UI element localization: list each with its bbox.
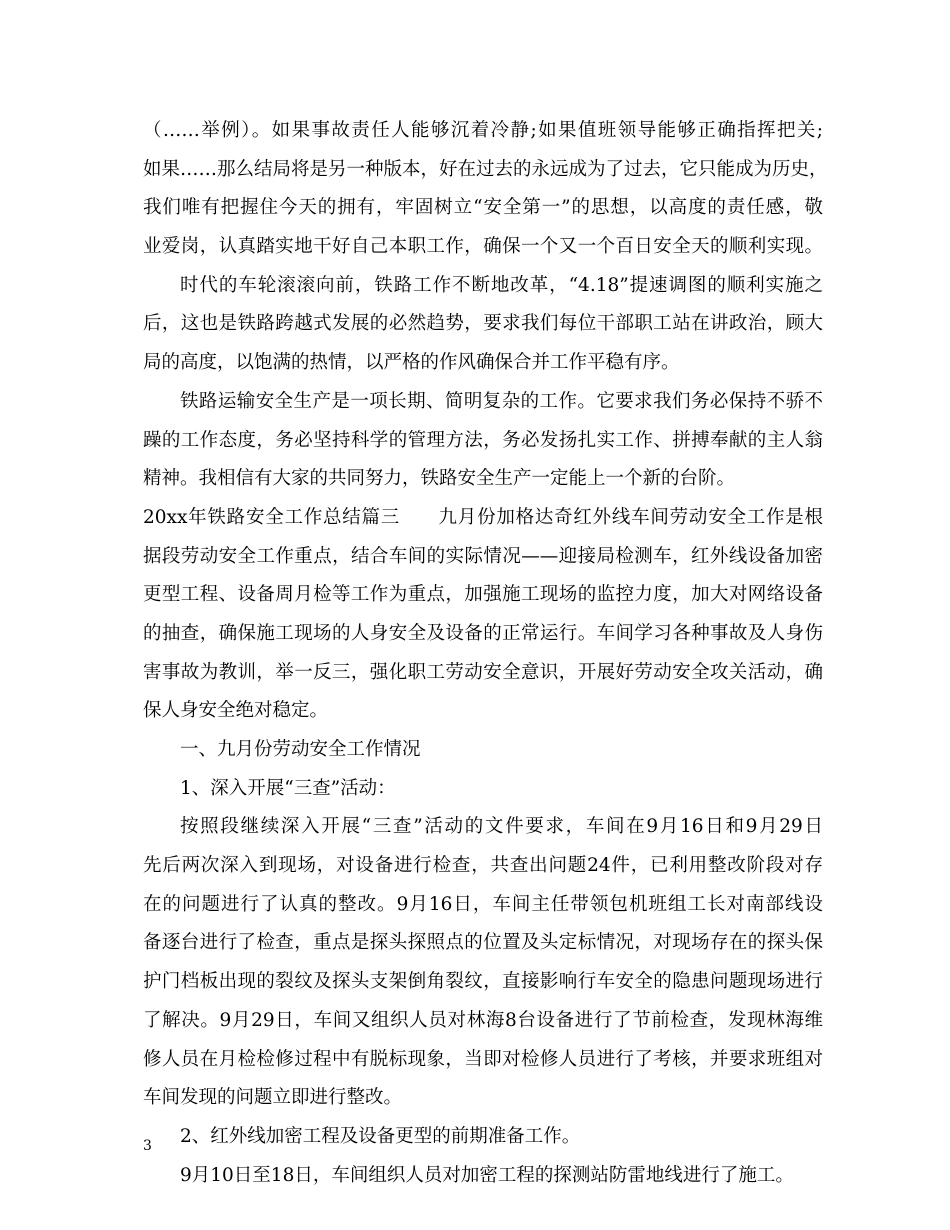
text-line: 精神。我相信有大家的共同努力，铁路安全生产一定能上一个新的台阶。 [143, 468, 736, 490]
text-line: 业爱岗，认真踏实地干好自己本职工作，确保一个又一个百日安全天的顺利实现。 [143, 236, 823, 258]
text-line: 保人身安全绝对稳定。 [143, 700, 329, 722]
text-line: 时代的车轮滚滚向前，铁路工作不断地改革，“4.18”提速调图的顺利实施之 [180, 274, 823, 296]
text-line: 更型工程、设备周月检等工作为重点，加强施工现场的监控力度，加大对网络设备 [143, 584, 823, 606]
text-line: 9月10日至18日，车间组织人员对加密工程的探测站防雷地线进行了施工。 [180, 1164, 794, 1186]
text-line: 先后两次深入到现场，对设备进行检查，共查出问题24件，已利用整改阶段对存 [143, 855, 823, 877]
text-line: 我们唯有把握住今天的拥有，牢固树立“安全第一”的思想，以高度的责任感，敬 [143, 197, 823, 219]
subsection-heading: 2、红外线加密工程及设备更型的前期准备工作。 [180, 1125, 581, 1147]
text-line: 20xx年铁路安全工作总结篇三 九月份加格达奇红外线车间劳动安全工作是根 [143, 506, 823, 528]
text-line: 了解决。9月29日，车间又组织人员对林海8台设备进行了节前检查，发现林海维 [143, 1009, 823, 1031]
text-line: 躁的工作态度，务必坚持科学的管理方法，务必发扬扎实工作、拼搏奉献的主人翁 [143, 429, 823, 451]
text-line: 车间发现的问题立即进行整改。 [143, 1087, 403, 1109]
section-heading: 一、九月份劳动安全工作情况 [180, 739, 421, 760]
text-line: 按照段继续深入开展“三查”活动的文件要求，车间在9月16日和9月29日 [180, 816, 823, 838]
text-line: 如果……那么结局将是另一种版本，好在过去的永远成为了过去，它只能成为历史， [143, 158, 828, 180]
text-line: 在的问题进行了认真的整改。9月16日，车间主任带领包机班组工长对南部线设 [143, 893, 823, 915]
text-line: 后，这也是铁路跨越式发展的必然趋势，要求我们每位干部职工站在讲政治，顾大 [143, 313, 823, 335]
text-line: 备逐台进行了检查，重点是探头探照点的位置及头定标情况，对现场存在的探头保 [143, 932, 823, 954]
body-text [143, 112, 828, 1195]
text-line: 据段劳动安全工作重点，结合车间的实际情况——迎接局检测车，红外线设备加密 [143, 545, 823, 567]
page-number: 3 [143, 1138, 152, 1154]
text-line: （……举例）。如果事故责任人能够沉着冷静;如果值班领导能够正确指挥把关; [143, 120, 823, 141]
text-line: 害事故为教训，举一反三，强化职工劳动安全意识，开展好劳动安全攻关活动，确 [143, 661, 823, 683]
subsection-heading: 1、深入开展“三查”活动： [180, 777, 396, 799]
text-line: 局的高度，以饱满的热情，以严格的作风确保合并工作平稳有序。 [143, 352, 680, 374]
text-line: 修人员在月检检修过程中有脱标现象，当即对检修人员进行了考核，并要求班组对 [143, 1048, 823, 1070]
text-line: 的抽查，确保施工现场的人身安全及设备的正常运行。车间学习各种事故及人身伤 [143, 622, 823, 644]
text-line: 铁路运输安全生产是一项长期、简明复杂的工作。它要求我们务必保持不骄不 [180, 390, 823, 412]
text-line: 护门档板出现的裂纹及探头支架倒角裂纹，直接影响行车安全的隐患问题现场进行 [143, 971, 823, 993]
